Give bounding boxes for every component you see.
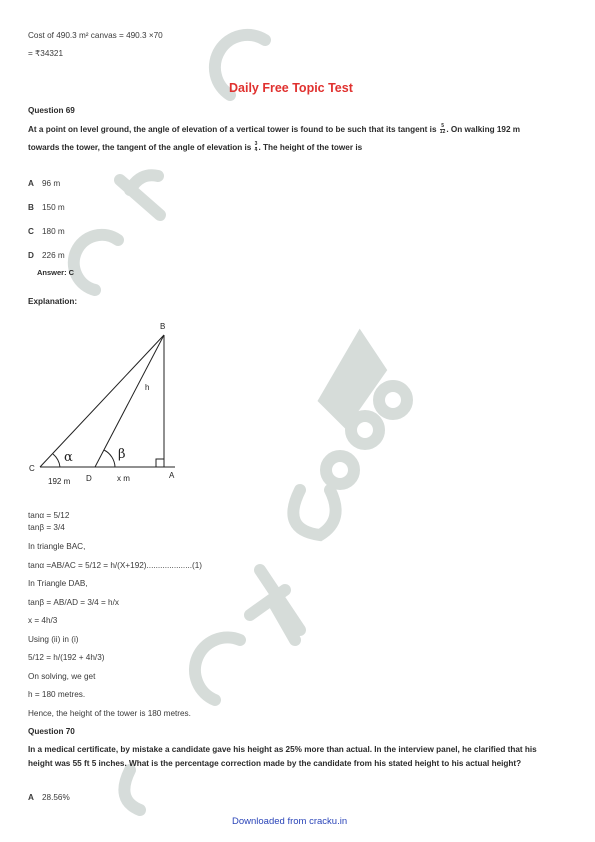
fraction-3-4: $\frac{3}{4}$ xyxy=(254,141,258,154)
q69-line1-a: At a point on level ground, the angle of elevation of a vertical tower is found to be such that its tangent is xyxy=(28,125,437,134)
option-letter: C xyxy=(28,227,34,236)
solution-line: tanα =AB/AC = 5/12 = h/(X+192)....................(1) xyxy=(28,561,203,570)
label-c: C xyxy=(29,464,35,473)
beta-arc xyxy=(104,450,115,467)
q69-line2-b: . The height of the tower is xyxy=(258,143,363,152)
option-text: 28.56% xyxy=(42,793,70,802)
option-letter: B xyxy=(28,203,34,212)
daily-test-banner[interactable]: Daily Free Topic Test xyxy=(229,81,353,95)
solution-line: In triangle BAC, xyxy=(28,542,86,551)
question-69-text-line2 xyxy=(28,142,362,153)
solution-line: x = 4h/3 xyxy=(28,616,58,625)
label-beta: β xyxy=(118,447,126,462)
explanation-label: Explanation: xyxy=(28,297,78,306)
option-c[interactable] xyxy=(28,226,65,237)
option-a[interactable] xyxy=(28,178,60,189)
question-69-label: Question 69 xyxy=(28,106,75,115)
answer-label: Answer: C xyxy=(37,268,75,277)
label-192m: 192 m xyxy=(48,477,71,486)
option-a[interactable] xyxy=(28,792,70,803)
label-b: B xyxy=(160,322,166,331)
solution-line: Using (ii) in (i) xyxy=(28,635,79,644)
line-bc xyxy=(40,335,164,467)
option-letter: A xyxy=(28,179,34,188)
label-d: D xyxy=(86,474,92,483)
option-text: 96 m xyxy=(42,179,61,188)
triangle-diagram xyxy=(20,315,190,490)
option-text: 226 m xyxy=(42,251,65,260)
line-bd xyxy=(95,335,164,467)
solution-line: tanβ = 3/4 xyxy=(28,523,65,532)
solution-line: tanβ = AB/AD = 3/4 = h/x xyxy=(28,598,119,607)
label-h: h xyxy=(145,383,150,392)
footer-download-link[interactable]: Downloaded from cracku.in xyxy=(232,816,348,827)
question-70-text-line1: In a medical certificate, by mistake a candidate gave his height as 25% more than actual. In the interview panel, he clarified that his xyxy=(28,745,537,754)
solution-line: On solving, we get xyxy=(28,672,96,681)
label-xm: x m xyxy=(117,474,130,483)
option-letter: D xyxy=(28,251,34,260)
question-69-text-line1 xyxy=(28,124,520,135)
question-70-text-line2: height was 55 ft 5 inches. What is the percentage correction made by the candidate from his stated height to his actual height? xyxy=(28,759,522,768)
right-angle-marker xyxy=(156,459,164,467)
solution-line: 5/12 = h/(192 + 4h/3) xyxy=(28,653,105,662)
option-text: 180 m xyxy=(42,227,65,236)
solution-line: Hence, the height of the tower is 180 metres. xyxy=(28,709,191,718)
option-text: 150 m xyxy=(42,203,65,212)
label-alpha: α xyxy=(64,450,73,465)
label-a: A xyxy=(169,471,175,480)
solution-line: tanα = 5/12 xyxy=(28,511,70,520)
alpha-arc xyxy=(53,454,60,467)
prev-cost-line: Cost of 490.3 m² canvas = 490.3 ×70 xyxy=(28,31,163,40)
solution-line: h = 180 metres. xyxy=(28,690,86,699)
question-70-label: Question 70 xyxy=(28,727,75,736)
q69-line2-a: towards the tower, the tangent of the angle of elevation is xyxy=(28,143,252,152)
option-letter: A xyxy=(28,793,34,802)
option-b[interactable] xyxy=(28,202,65,213)
option-d[interactable] xyxy=(28,250,65,261)
fraction-5-12: $\frac{5}{12}$ xyxy=(439,123,446,136)
solution-line: In Triangle DAB, xyxy=(28,579,88,588)
q69-line1-b: . On walking 192 m xyxy=(446,125,521,134)
prev-cost-result: = ₹34321 xyxy=(28,49,64,58)
